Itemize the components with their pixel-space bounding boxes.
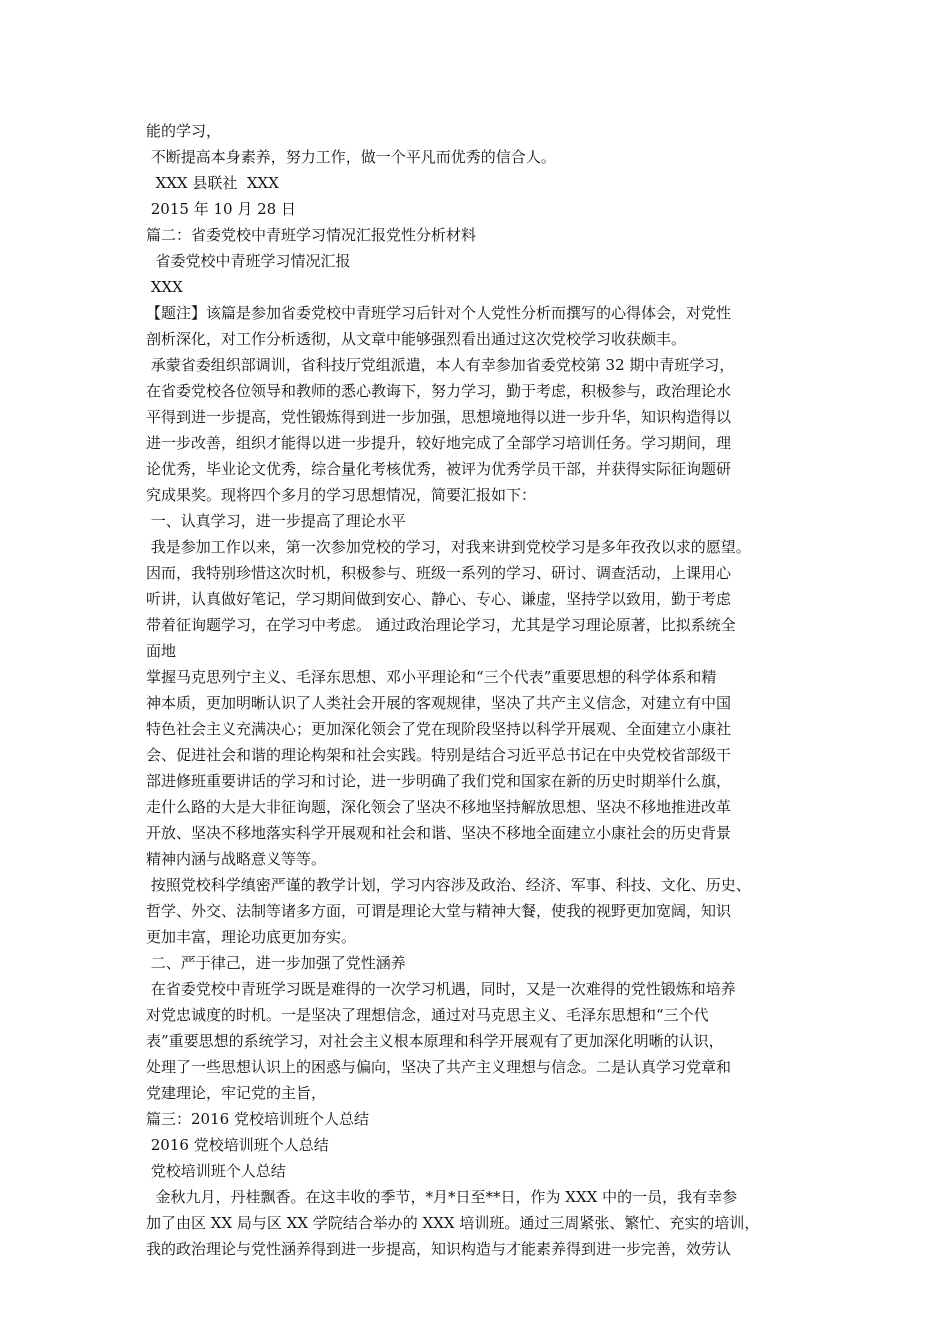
text-line: 听讲，认真做好笔记，学习期间做到安心、静心、专心、谦虚，坚持学以致用，勤于考虑 — [146, 590, 732, 608]
text-line: 精神内涵与战略意义等等。 — [146, 850, 327, 868]
text-line: 金秋九月，丹桂飘香。在这丰收的季节，*月*日至**日，作为 XXX 中的一员，我有幸参 — [146, 1188, 738, 1206]
text-line: 按照党校科学缜密严谨的教学计划，学习内容涉及政治、经济、军事、科技、文化、历史、 — [146, 876, 751, 894]
text-line: XXX — [146, 278, 183, 296]
text-line: 一、认真学习，进一步提高了理论水平 — [146, 512, 406, 530]
text-line: 2016 党校培训班个人总结 — [146, 1136, 329, 1154]
text-line: 在省委党校各位领导和教师的悉心教诲下，努力学习，勤于考虑，积极参与，政治理论水 — [146, 382, 732, 400]
text-line: 处理了一些思想认识上的困惑与偏向，坚决了共产主义理想与信念。二是认真学习党章和 — [146, 1058, 732, 1076]
text-line: 我是参加工作以来，第一次参加党校的学习，对我来讲到党校学习是多年孜孜以求的愿望。 — [146, 538, 751, 556]
text-line: 在省委党校中青班学习既是难得的一次学习机遇，同时，又是一次难得的党性锻炼和培养 — [146, 980, 736, 998]
text-line: 表”重要思想的系统学习，对社会主义根本原理和科学开展观有了更加深化明晰的认识， — [146, 1032, 724, 1050]
text-line: 会、促进社会和谐的理论构架和社会实践。特别是结合习近平总书记在中央党校省部级干 — [146, 746, 732, 764]
text-line: 究成果奖。现将四个多月的学习思想情况，简要汇报如下： — [146, 486, 537, 504]
text-line: 篇三：2016 党校培训班个人总结 — [146, 1110, 369, 1128]
text-line: 掌握马克思列宁主义、毛泽东思想、邓小平理论和“三个代表”重要思想的科学体系和精 — [146, 668, 717, 686]
text-line: 走什么路的大是大非征询题，深化领会了坚决不移地坚持解放思想、坚决不移地推进改革 — [146, 798, 732, 816]
text-line: 我的政治理论与党性涵养得到进一步提高，知识构造与才能素养得到进一步完善，效劳认 — [146, 1240, 732, 1258]
text-line: 不断提高本身素养，努力工作，做一个平凡而优秀的信合人。 — [146, 148, 556, 166]
text-line: 哲学、外交、法制等诸多方面，可谓是理论大堂与精神大餐，使我的视野更加宽阔，知识 — [146, 902, 732, 920]
text-line: 2015 年 10 月 28 日 — [146, 200, 296, 218]
text-line: 省委党校中青班学习情况汇报 — [146, 252, 351, 270]
text-line: 开放、坚决不移地落实科学开展观和社会和谐、坚决不移地全面建立小康社会的历史背景 — [146, 824, 732, 842]
text-line: 篇二：省委党校中青班学习情况汇报党性分析材料 — [146, 226, 477, 244]
text-line: 能的学习， — [146, 122, 222, 140]
text-line: 更加丰富，理论功底更加夯实。 — [146, 928, 357, 946]
text-line: 承蒙省委组织部调训，省科技厅党组派遣，本人有幸参加省委党校第 32 期中青班学习， — [146, 356, 735, 374]
text-line: 论优秀，毕业论文优秀，综合量化考核优秀，被评为优秀学员干部，并获得实际征询题研 — [146, 460, 732, 478]
text-line: 党校培训班个人总结 — [146, 1162, 286, 1180]
text-line: 部进修班重要讲话的学习和讨论，进一步明确了我们党和国家在新的历史时期举什么旗， — [146, 772, 732, 790]
text-line: 党建理论，牢记党的主旨， — [146, 1084, 327, 1102]
text-line: 神本质，更加明晰认识了人类社会开展的客观规律，坚决了共产主义信念，对建立有中国 — [146, 694, 732, 712]
text-line: 二、严于律己，进一步加强了党性涵养 — [146, 954, 406, 972]
text-line: 剖析深化，对工作分析透彻，从文章中能够强烈看出通过这次党校学习收获颇丰。 — [146, 330, 687, 348]
text-line: 对党忠诚度的时机。一是坚决了理想信念，通过对马克思主义、毛泽东思想和“三个代 — [146, 1006, 709, 1024]
text-line: 带着征询题学习，在学习中考虑。 通过政治理论学习，尤其是学习理论原著，比拟系统全 — [146, 616, 736, 634]
document-page — [146, 118, 818, 1262]
text-line: 【题注】该篇是参加省委党校中青班学习后针对个人党性分析而撰写的心得体会，对党性 — [146, 304, 732, 322]
text-line: 面地 — [146, 642, 177, 660]
text-line: XXX 县联社 XXX — [146, 174, 279, 192]
text-line: 平得到进一步提高，党性锻炼得到进一步加强，思想境地得以进一步升华，知识构造得以 — [146, 408, 732, 426]
text-line: 因而，我特别珍惜这次时机，积极参与、班级一系列的学习、研讨、调查活动，上课用心 — [146, 564, 732, 582]
text-line: 加了由区 XX 局与区 XX 学院结合举办的 XXX 培训班。通过三周紧张、繁忙、充实的培训， — [146, 1214, 760, 1232]
text-line: 特色社会主义充满决心；更加深化领会了党在现阶段坚持以科学开展观、全面建立小康社 — [146, 720, 732, 738]
text-line: 进一步改善，组织才能得以进一步提升，较好地完成了全部学习培训任务。学习期间，理 — [146, 434, 732, 452]
